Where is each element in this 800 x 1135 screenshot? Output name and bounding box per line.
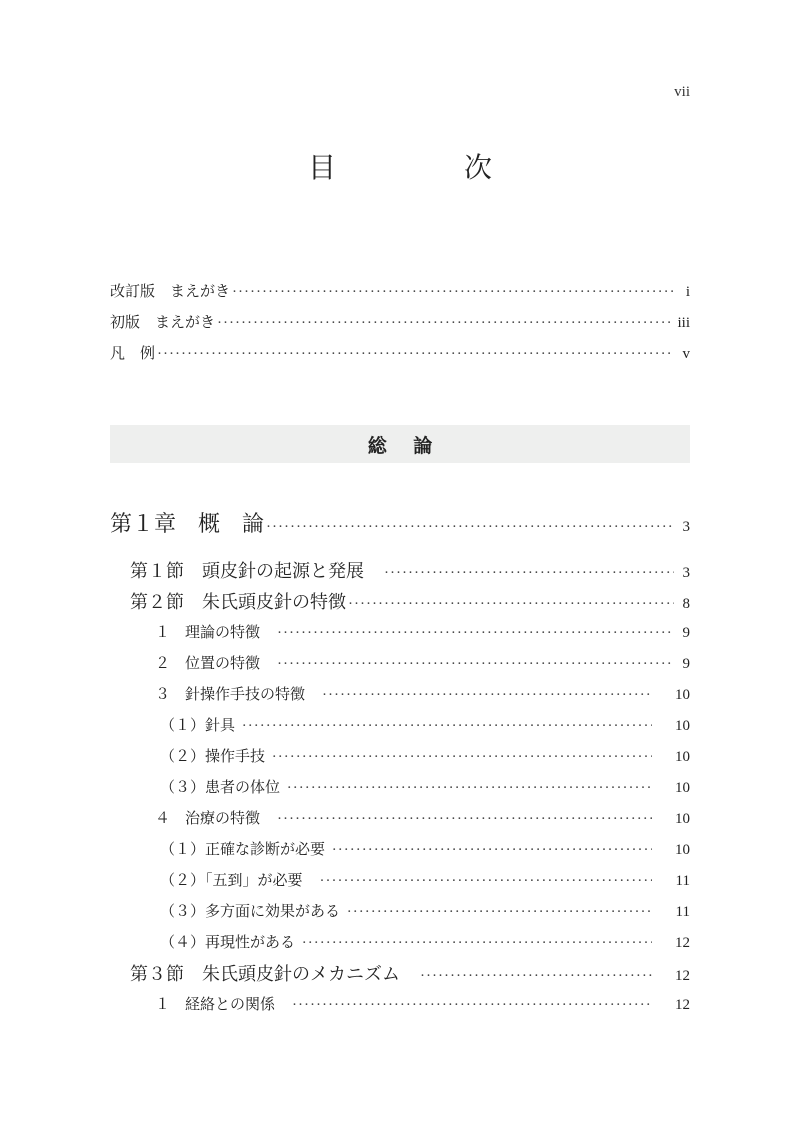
toc-entry-label: 第２節 朱氏頭皮針の特徴 xyxy=(130,592,346,613)
toc-entry-label: （４）再現性がある xyxy=(160,933,300,951)
dot-leader xyxy=(266,519,674,536)
toc-entry-label: 第１節 頭皮針の起源と発展 xyxy=(130,561,382,582)
toc-page-number: 12 xyxy=(675,997,690,1013)
toc-entry-item[interactable] xyxy=(160,900,690,921)
toc-page-number: 12 xyxy=(675,935,690,951)
toc-page-number: i xyxy=(685,284,690,300)
dot-leader xyxy=(287,780,652,797)
toc-entry-label: （３）患者の体位 xyxy=(160,778,285,796)
dot-leader xyxy=(217,315,674,332)
toc-entry-label: 凡 例 xyxy=(110,344,156,362)
dot-leader xyxy=(302,935,652,952)
toc-entry-label: （２）操作手技 xyxy=(160,747,270,765)
toc-page-number: 10 xyxy=(675,687,690,703)
toc-page-number: 9 xyxy=(682,656,690,672)
toc-entry-item[interactable] xyxy=(160,714,690,735)
toc-entry-item[interactable] xyxy=(160,869,690,890)
toc-entry-label: 初版 まえがき xyxy=(110,313,216,331)
toc-entry-item[interactable] xyxy=(160,776,690,797)
toc-entry-label: １ 理論の特徴 xyxy=(155,623,276,641)
dot-leader xyxy=(384,565,674,582)
dot-leader xyxy=(232,284,674,301)
toc-page-number: 3 xyxy=(682,565,690,581)
toc-page-number: 10 xyxy=(675,811,690,827)
toc-entry-label: （２）「五到」が必要 xyxy=(160,871,318,889)
toc-page-number: 11 xyxy=(675,904,690,920)
toc-page-number: 8 xyxy=(682,596,690,612)
toc-entry-subsection[interactable] xyxy=(155,683,690,704)
dot-leader xyxy=(332,842,652,859)
toc-entry-front-1[interactable] xyxy=(110,280,690,301)
toc-entry-label: ２ 位置の特徴 xyxy=(155,654,276,672)
toc-entry-chapter-1[interactable] xyxy=(110,507,690,538)
chapter-label: 第１章 概 論 xyxy=(110,512,265,537)
toc-page-number: 10 xyxy=(675,842,690,858)
toc-entry-label: １ 経絡との関係 xyxy=(155,995,291,1013)
toc-entry-subsection[interactable] xyxy=(155,621,690,642)
toc-entry-label: 改訂版 まえがき xyxy=(110,282,231,300)
dot-leader xyxy=(277,811,652,828)
toc-page-number: v xyxy=(682,346,690,362)
dot-leader xyxy=(320,873,652,890)
toc-page-number: 9 xyxy=(682,625,690,641)
toc-entry-label: （３）多方面に効果がある xyxy=(160,902,345,920)
toc-entry-section[interactable] xyxy=(130,960,690,986)
toc-entry-subsection[interactable] xyxy=(155,807,690,828)
toc-page-number: 11 xyxy=(675,873,690,889)
toc-page-number: iii xyxy=(677,315,690,331)
toc-entry-subsection[interactable] xyxy=(155,993,690,1014)
toc-entry-label: （１）針具 xyxy=(160,716,240,734)
dot-leader xyxy=(292,997,652,1014)
dot-leader xyxy=(157,346,674,363)
toc-page-number: 3 xyxy=(682,519,690,535)
toc-entry-front-3[interactable] xyxy=(110,342,690,363)
dot-leader xyxy=(277,625,674,642)
toc-entry-subsection[interactable] xyxy=(155,652,690,673)
toc-entry-label: 第３節 朱氏頭皮針のメカニズム xyxy=(130,964,418,985)
dot-leader xyxy=(272,749,652,766)
toc-entry-label: ３ 針操作手技の特徴 xyxy=(155,685,321,703)
dot-leader xyxy=(348,596,674,613)
toc-entry-section[interactable] xyxy=(130,557,690,583)
toc-page-number: 12 xyxy=(675,968,690,984)
toc-entry-item[interactable] xyxy=(160,745,690,766)
dot-leader xyxy=(242,718,652,735)
part-title: 総 論 xyxy=(367,434,443,457)
toc-entry-item[interactable] xyxy=(160,931,690,952)
dot-leader xyxy=(420,968,652,985)
page-title: 目 次 xyxy=(307,151,542,184)
toc-entry-section[interactable] xyxy=(130,588,690,614)
toc-entry-item[interactable] xyxy=(160,838,690,859)
dot-leader xyxy=(322,687,652,704)
toc-page-number: 10 xyxy=(675,718,690,734)
dot-leader xyxy=(347,904,652,921)
toc-page-number: 10 xyxy=(675,780,690,796)
page-number: vii xyxy=(674,84,690,100)
toc-page-number: 10 xyxy=(675,749,690,765)
part-banner xyxy=(110,425,690,463)
toc-entry-front-2[interactable] xyxy=(110,311,690,332)
toc-entry-label: ４ 治療の特徴 xyxy=(155,809,276,827)
toc-entry-label: （１）正確な診断が必要 xyxy=(160,840,330,858)
dot-leader xyxy=(277,656,674,673)
